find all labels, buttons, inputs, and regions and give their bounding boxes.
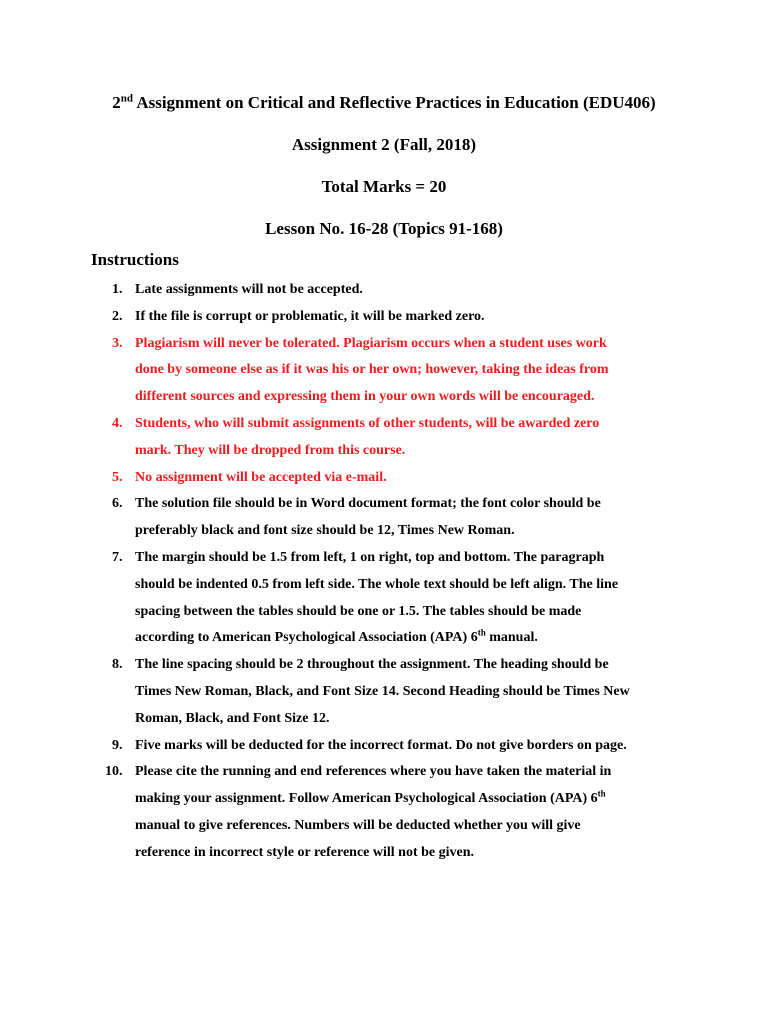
instruction-text xyxy=(135,759,675,866)
instruction-text xyxy=(135,733,675,760)
instruction-line: Roman, Black, and Font Size 12. xyxy=(135,710,330,726)
instruction-number: 9. xyxy=(112,737,123,753)
instruction-text xyxy=(135,545,675,652)
instruction-line: No assignment will be accepted via e-mail. xyxy=(135,469,387,485)
instruction-line: Students, who will submit assignments of other students, will be awarded zero xyxy=(135,415,600,431)
total-marks-line: Total Marks = 20 xyxy=(321,177,447,196)
assignment-line: Assignment 2 (Fall, 2018) xyxy=(291,135,477,154)
instruction-line: mark. They will be dropped from this course. xyxy=(135,442,406,458)
instruction-line: Plagiarism will never be tolerated. Plagiarism occurs when a student uses work xyxy=(135,335,607,351)
title-number: 2 xyxy=(112,93,121,112)
instructions-list xyxy=(0,277,768,867)
instruction-number: 8. xyxy=(112,657,123,673)
instruction-item-6 xyxy=(0,491,768,545)
instruction-line-part: manual. xyxy=(485,630,538,646)
instruction-item-3 xyxy=(0,331,768,411)
instruction-line: The margin should be 1.5 from left, 1 on right, top and bottom. The paragraph xyxy=(135,549,605,565)
instruction-number: 1. xyxy=(112,282,123,297)
instruction-line: reference in incorrect style or reference will not be given. xyxy=(135,844,475,860)
instruction-line: The solution file should be in Word document format; the font color should be xyxy=(135,496,601,512)
document-title xyxy=(0,93,768,113)
ordinal-suffix: th xyxy=(597,788,606,799)
instruction-line: If the file is corrupt or problematic, it will be marked zero. xyxy=(135,308,485,324)
instruction-text xyxy=(135,652,675,732)
instruction-line: spacing between the tables should be one or 1.5. The tables should be made xyxy=(135,603,582,619)
instruction-text xyxy=(135,465,675,492)
instruction-line: Times New Roman, Black, and Font Size 14. Second Heading should be Times New xyxy=(135,683,630,699)
instruction-line xyxy=(135,786,675,813)
instruction-line: manual to give references. Numbers will be deducted whether you will give xyxy=(135,817,581,833)
instruction-number: 6. xyxy=(112,496,123,512)
instruction-item-2 xyxy=(0,304,768,331)
instruction-item-8 xyxy=(0,652,768,732)
instruction-text xyxy=(135,411,675,465)
title-text: Assignment on Critical and Reflective Practices in Education (EDU406) xyxy=(133,93,656,112)
instruction-item-7 xyxy=(0,545,768,652)
instruction-line: Five marks will be deducted for the incorrect format. Do not give borders on page. xyxy=(135,737,627,753)
instruction-line: Please cite the running and end references where you have taken the material in xyxy=(135,764,612,780)
instruction-item-5 xyxy=(0,465,768,492)
title-ordinal-suffix: nd xyxy=(120,92,134,105)
instruction-item-1 xyxy=(0,277,768,304)
instruction-number: 4. xyxy=(112,415,123,431)
instruction-number: 2. xyxy=(112,308,123,324)
instruction-text xyxy=(135,331,675,411)
instruction-number: 7. xyxy=(112,549,123,565)
ordinal-suffix: th xyxy=(477,627,486,638)
instruction-line: Late assignments will not be accepted. xyxy=(135,282,363,297)
instruction-number: 10. xyxy=(105,764,123,780)
lesson-line: Lesson No. 16-28 (Topics 91-168) xyxy=(265,219,503,238)
instruction-item-9 xyxy=(0,733,768,760)
instruction-line-part: making your assignment. Follow American Psychological Association (APA) 6 xyxy=(135,791,598,807)
instruction-item-10 xyxy=(0,759,768,866)
instruction-line-part: according to American Psychological Association (APA) 6 xyxy=(135,630,478,646)
instructions-heading: Instructions xyxy=(91,250,179,269)
instruction-line: The line spacing should be 2 throughout the assignment. The heading should be xyxy=(135,657,609,673)
instruction-number: 5. xyxy=(112,469,123,485)
instruction-number: 3. xyxy=(112,335,123,351)
instruction-line: preferably black and font size should be 12, Times New Roman. xyxy=(135,523,515,539)
instruction-text xyxy=(135,304,675,331)
instruction-line: should be indented 0.5 from left side. The whole text should be left align. The line xyxy=(135,576,619,592)
instruction-line: different sources and expressing them in your own words will be encouraged. xyxy=(135,389,595,405)
instruction-line xyxy=(135,625,675,652)
instruction-text xyxy=(135,277,675,304)
instruction-text xyxy=(135,491,675,545)
instruction-line: done by someone else as if it was his or her own; however, taking the ideas from xyxy=(135,362,609,378)
instruction-item-4 xyxy=(0,411,768,465)
